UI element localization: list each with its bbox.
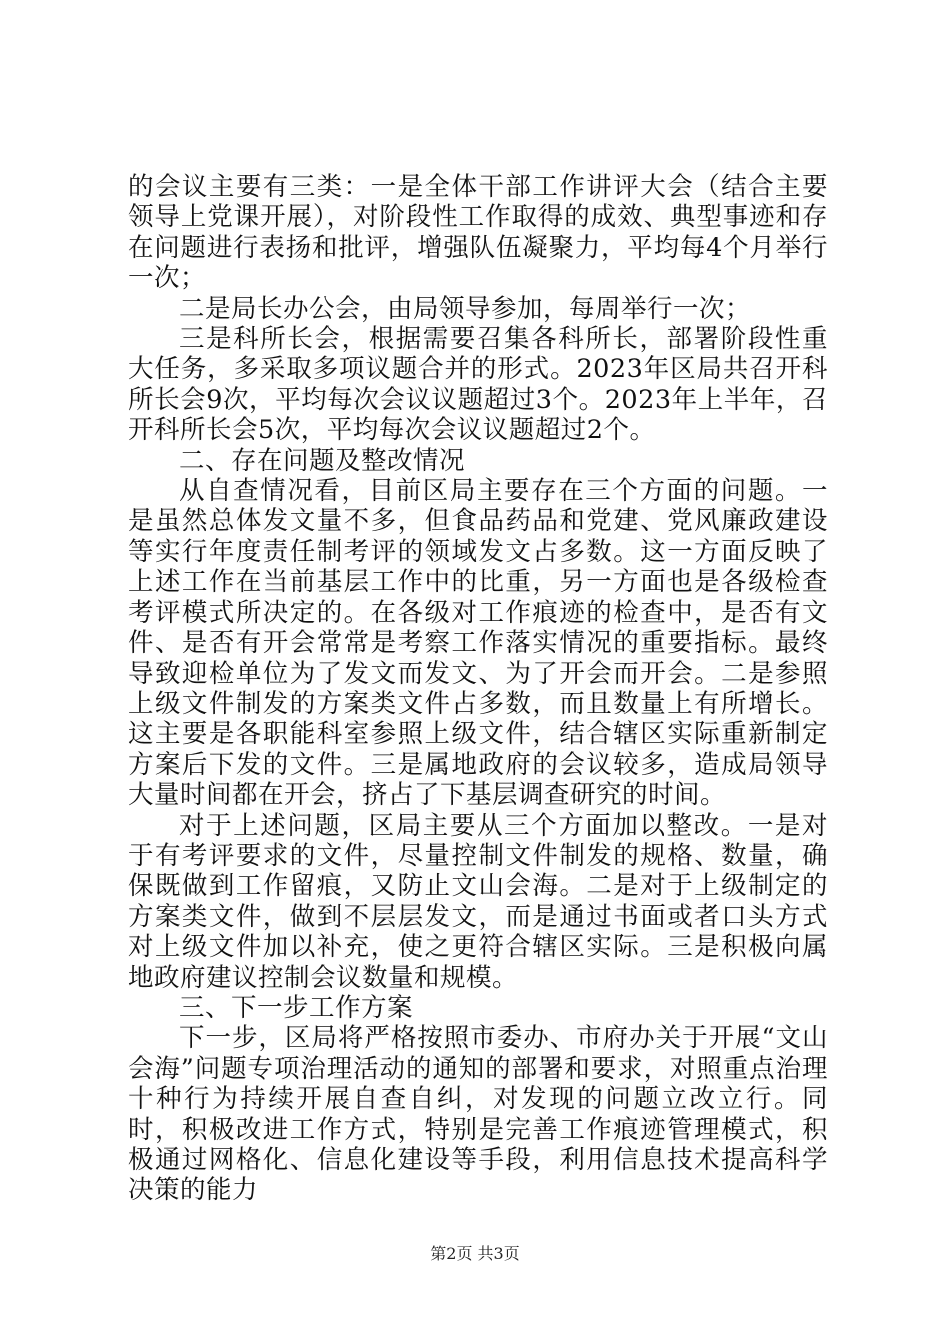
paragraph-rectification: 对于上述问题，区局主要从三个方面加以整改。一是对于有考评要求的文件，尽量控制文件制发的规格、数量，确保既做到工作留痕，又防止文山会海。二是对于上级制定的方案类文件，做到不层层发文，而是通过书面或者口头方式对上级文件加以补充，使之更符合辖区实际。三是积极向属地政府建议控制会议数量和规模。: [128, 810, 828, 993]
paragraph-meeting-types: 的会议主要有三类：一是全体干部工作讲评大会（结合主要领导上党课开展），对阶段性工作取得的成效、典型事迹和存在问题进行表扬和批评，增强队伍凝聚力，平均每4个月举行一次；: [128, 172, 828, 294]
document-body: [128, 172, 828, 1206]
section-heading-problems: 二、存在问题及整改情况: [179, 445, 466, 476]
paragraph-problems: 从自查情况看，目前区局主要存在三个方面的问题。一是虽然总体发文量不多，但食品药品和党建、党风廉政建设等实行年度责任制考评的领域发文占多数。这一方面反映了上述工作在当前基层工作中的比重，另一方面也是各级检查考评模式所决定的。在各级对工作痕迹的检查中，是否有文件、是否有开会常常是考察工作落实情况的重要指标。最终导致迎检单位为了发文而发文、为了开会而开会。二是参照上级文件制发的方案类文件占多数，而且数量上有所增长。这主要是各职能科室参照上级文件，结合辖区实际重新制定方案后下发的文件。三是属地政府的会议较多，造成局领导大量时间都在开会，挤占了下基层调查研究的时间。: [128, 476, 828, 811]
paragraph-director-meeting: 二是局长办公会，由局领导参加，每周举行一次；: [179, 293, 752, 324]
paragraph-section-chief-meeting: 三是科所长会，根据需要召集各科所长，部署阶段性重大任务，多采取多项议题合并的形式。2023年区局共召开科所长会9次，平均每次会议议题超过3个。2023年上半年，召开科所长会5次，平均每次会议议题超过2个。: [128, 324, 828, 446]
page-number-footer: 第2页 共3页: [430, 1244, 520, 1263]
paragraph-next-steps: 下一步，区局将严格按照市委办、市府办关于开展“文山会海”问题专项治理活动的通知的部署和要求，对照重点治理十种行为持续开展自查自纠，对发现的问题立改立行。同时，积极改进工作方式，特别是完善工作痕迹管理模式，积极通过网格化、信息化建设等手段，利用信息技术提高科学决策的能力: [128, 1023, 828, 1206]
section-heading-next-steps: 三、下一步工作方案: [179, 992, 414, 1023]
